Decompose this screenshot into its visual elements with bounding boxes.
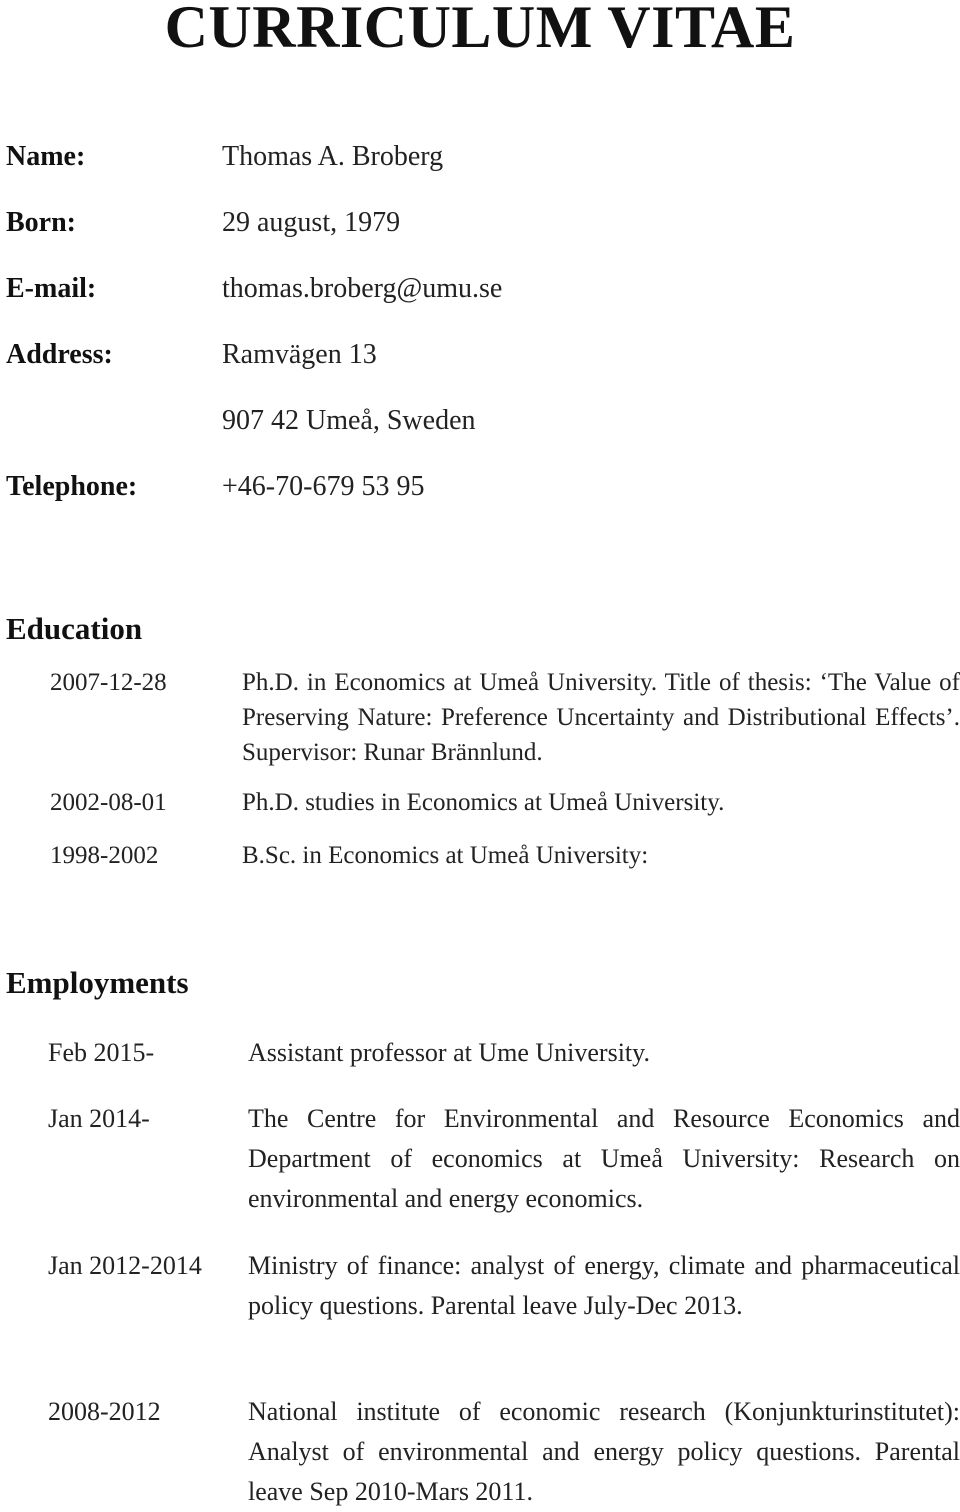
education-entry [0,665,960,775]
info-value: thomas.broberg@umu.se [222,273,503,304]
entry-date: 2007-12-28 [50,669,167,696]
education-heading: Education [6,611,143,646]
employment-entry [0,1392,960,1512]
employment-entry [0,1099,960,1219]
employment-entry [0,1033,960,1073]
entry-description: Ministry of finance: analyst of energy, climate and pharmaceutical policy questions. Parental leave July-Dec 2013. [248,1251,960,1320]
info-label: Born: [6,207,76,238]
entry-date: Jan 2012-2014 [48,1251,202,1280]
employment-entry [0,1246,960,1366]
entry-date: 2002-08-01 [50,789,167,816]
entry-date: Feb 2015- [48,1038,155,1067]
entry-description: National institute of economic research (Konjunkturinstitutet): Analyst of environmental and energy policy questions. Parental leave Sep 2010-Mars 2011. [248,1397,960,1506]
info-value: Thomas A. Broberg [222,141,444,172]
info-label: Telephone: [6,471,138,502]
education-entry [0,785,960,821]
entry-description: B.Sc. in Economics at Umeå University: [242,842,649,869]
info-value: Ramvägen 13 [222,339,377,370]
entry-description: Ph.D. studies in Economics at Umeå University. [242,789,725,816]
education-entry [0,838,960,874]
employments-heading: Employments [6,965,189,1000]
info-value: +46-70-679 53 95 [222,471,425,502]
info-value: 29 august, 1979 [222,207,401,238]
info-value: 907 42 Umeå, Sweden [222,405,476,436]
info-label: E-mail: [6,273,97,304]
entry-description: Ph.D. in Economics at Umeå University. Title of thesis: ‘The Value of Preserving Nature: Preference Uncertainty and Distributional Effects’. Supervisor: Runar Brännlund. [242,669,960,766]
info-label: Address: [6,339,113,370]
document-title: CURRICULUM VITAE [164,0,796,60]
entry-date: 1998-2002 [50,842,159,869]
entry-date: Jan 2014- [48,1104,150,1133]
entry-description: Assistant professor at Ume University. [248,1038,650,1067]
info-label: Name: [6,141,86,172]
entry-description: The Centre for Environmental and Resource Economics and Department of economics at Umeå University: Research on environmental and energy economics. [248,1104,960,1213]
entry-date: 2008-2012 [48,1397,161,1426]
